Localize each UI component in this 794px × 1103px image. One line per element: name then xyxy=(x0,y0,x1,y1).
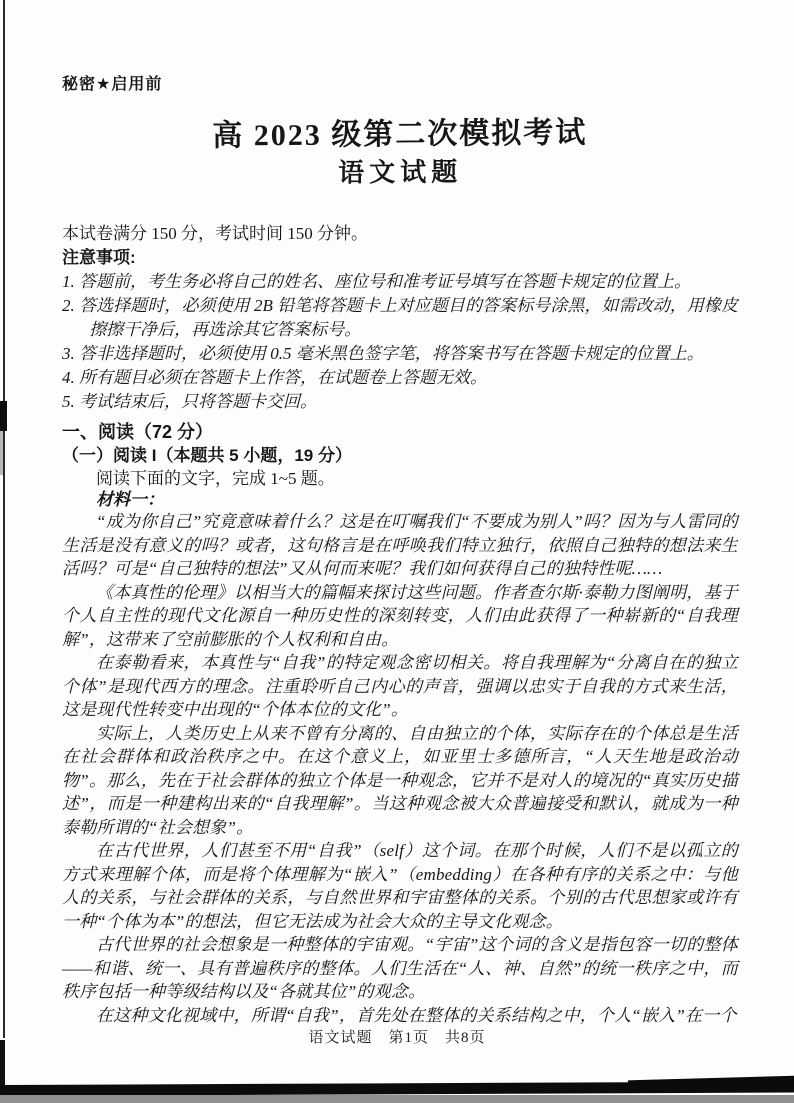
page-footer: 语文试题 第1页 共8页 xyxy=(308,1030,486,1046)
scan-edge-line-left xyxy=(3,0,5,1038)
section-heading-reading: 一、阅读（72 分） xyxy=(62,422,214,442)
note-item-3: 3. 答非选择题时，必须使用 0.5 毫米黑色签字笔，将答案书写在答题卡规定的位置上。 xyxy=(62,344,704,363)
exam-subtitle: 语文试题 xyxy=(338,157,463,188)
scan-binding-tab-shadow xyxy=(0,431,3,475)
notes-list xyxy=(62,270,738,414)
scan-bottom-gray-strip xyxy=(0,1095,794,1103)
passage-paragraph-2: 《本真性的伦理》以相当大的篇幅来探讨这些问题。作者查尔斯·泰勒力图阐明，基于个人自主性的现代文化源自一种历史性的深刻转变，人们由此获得了一种崭新的“自我理解”，这带来了空前膨胀的个人权利和自由。 xyxy=(62,582,738,649)
exam-info-line: 本试卷满分 150 分，考试时间 150 分钟。 xyxy=(62,224,368,243)
scan-binding-tab xyxy=(0,401,7,431)
passage-paragraph-6: 古代世界的社会想象是一种整体的宇宙观。“宇宙”这个词的含义是指包容一切的整体——和谐、统一、具有普遍秩序的整体。人们生活在“人、神、自然”的统一秩序之中，而秩序包括一种等级结构以及“各就其位”的观念。 xyxy=(62,935,738,1001)
note-item-1: 1. 答题前，考生务必将自己的姓名、座位号和准考证号填写在答题卡规定的位置上。 xyxy=(62,272,691,291)
subsection-heading-reading-1: （一）阅读 I（本题共 5 小题，19 分） xyxy=(62,446,352,465)
passage-paragraph-4: 实际上，人类历史上从来不曾有分离的、自由独立的个体，实际存在的个体总是生活在社会群体和政治秩序之中。在这个意义上，如亚里士多德所言，“人天生地是政治动物”。那么，先在于社会群体的独立个体是一种观念，它并不是对人的境况的“真实历史描述”，而是一种建构出来的“自我理解”。当这种观念被大众普遍接受和默认，就成为一种泰勒所谓的“社会想象”。 xyxy=(62,723,738,837)
passage-material-one xyxy=(62,510,738,1027)
passage-paragraph-3: 在泰勒看来，本真性与“自我”的特定观念密切相关。将自我理解为“分离自在的独立个体”是现代西方的理念。注重聆听自己内心的声音，强调以忠实于自我的方式来生活，这是现代性转变中出现的“个体本位的文化”。 xyxy=(62,653,738,719)
notes-heading: 注意事项: xyxy=(62,248,136,267)
title-block xyxy=(62,113,739,193)
note-item-2: 2. 答选择题时，必须使用 2B 铅笔将答题卡上对应题目的答案标号涂黑，如需改动，用橡皮擦擦干净后，再选涂其它答案标号。 xyxy=(62,296,738,339)
passage-paragraph-5: 在古代世界，人们甚至不用“自我”（self）这个词。在那个时候，人们不是以孤立的方式来理解个体，而是将个体理解为“嵌入”（embedding）在各种有序的关系之中：与他人的关系，与社会群体的关系，与自然世界和宇宙整体的关系。个别的古代思想家或许有一种“个体为本”的想法，但它无法成为社会大众的主导文化观念。 xyxy=(62,841,738,931)
exam-title: 高 2023 级第二次模拟考试 xyxy=(212,116,588,153)
page-content xyxy=(62,0,738,1027)
scan-bottom-bar xyxy=(0,1082,794,1096)
reading-instruction: 阅读下面的文字，完成 1~5 题。 xyxy=(96,469,335,488)
passage-paragraph-7: 在这种文化视域中，所谓“自我”，首先处在整体的关系结构之中，个人“嵌入”在一个 xyxy=(96,1005,737,1025)
note-item-5: 5. 考试结束后，只将答题卡交回。 xyxy=(62,392,317,411)
passage-paragraph-1: “成为你自己”究竟意味着什么？这是在叮嘱我们“不要成为别人”吗？因为与人雷同的生活是没有意义的吗？或者，这句格言是在呼唤我们特立独行，依照自己独特的想法来生活吗？可是“自己独特的想法”又从何而来呢？我们如何获得自己的独特性呢…… xyxy=(62,512,738,578)
classification-label: 秘密★启用前 xyxy=(62,76,163,93)
note-item-4: 4. 所有题目必须在答题卡上作答，在试题卷上答题无效。 xyxy=(62,368,487,387)
material-one-label: 材料一： xyxy=(96,490,164,509)
